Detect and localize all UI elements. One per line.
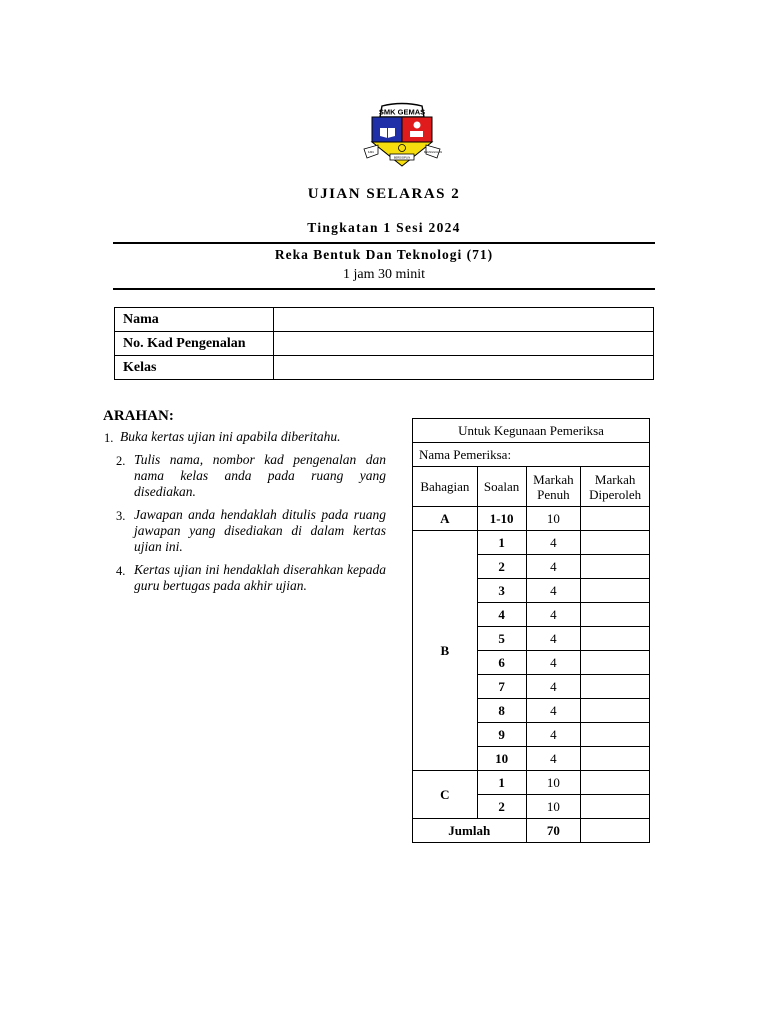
obtained-marks-field[interactable] bbox=[581, 531, 650, 555]
candidate-name-field[interactable] bbox=[274, 308, 654, 332]
full-marks: 10 bbox=[526, 795, 581, 819]
instructions-list-1 bbox=[104, 429, 394, 445]
obtained-marks-field[interactable] bbox=[581, 723, 650, 747]
section-label: A bbox=[413, 507, 478, 531]
obtained-marks-field[interactable] bbox=[581, 795, 650, 819]
question-number: 5 bbox=[477, 627, 526, 651]
header-question: Soalan bbox=[477, 467, 526, 507]
instruction-number: 4. bbox=[116, 564, 126, 578]
instruction-text: Buka kertas ujian ini apabila diberitahu. bbox=[120, 429, 341, 444]
obtained-marks-field[interactable] bbox=[581, 651, 650, 675]
total-label: Jumlah bbox=[413, 819, 527, 843]
obtained-marks-field[interactable] bbox=[581, 555, 650, 579]
obtained-marks-field[interactable] bbox=[581, 747, 650, 771]
candidate-label-ic: No. Kad Pengenalan bbox=[115, 332, 274, 356]
instruction-number: 3. bbox=[116, 509, 126, 523]
obtained-marks-field[interactable] bbox=[581, 579, 650, 603]
total-obtained-field[interactable] bbox=[581, 819, 650, 843]
question-number: 10 bbox=[477, 747, 526, 771]
obtained-marks-field[interactable] bbox=[581, 507, 650, 531]
instructions-heading: ARAHAN: bbox=[103, 408, 174, 424]
section-label: C bbox=[413, 771, 478, 819]
question-number: 2 bbox=[477, 555, 526, 579]
question-number: 4 bbox=[477, 603, 526, 627]
school-crest-logo bbox=[362, 100, 442, 178]
full-marks: 4 bbox=[526, 699, 581, 723]
question-number: 1-10 bbox=[477, 507, 526, 531]
exam-title: UJIAN SELARAS 2 bbox=[307, 186, 461, 202]
instruction-item bbox=[104, 429, 394, 445]
instruction-number: 1. bbox=[104, 431, 114, 445]
question-number: 1 bbox=[477, 531, 526, 555]
crest-motto-center: BERDISIPLIN bbox=[393, 156, 411, 160]
instruction-item bbox=[116, 452, 386, 500]
subject-title: Reka Bentuk Dan Teknologi (71) bbox=[274, 247, 494, 262]
header-section: Bahagian bbox=[413, 467, 478, 507]
obtained-marks-field[interactable] bbox=[581, 771, 650, 795]
question-number: 3 bbox=[477, 579, 526, 603]
candidate-info-table bbox=[114, 307, 654, 380]
exam-duration: 1 jam 30 minit bbox=[342, 267, 426, 282]
question-number: 8 bbox=[477, 699, 526, 723]
candidate-ic-field[interactable] bbox=[274, 332, 654, 356]
total-marks: 70 bbox=[526, 819, 581, 843]
crest-motto-right: KEUNGGULAN bbox=[423, 151, 442, 154]
candidate-class-field[interactable] bbox=[274, 356, 654, 380]
table-row bbox=[413, 507, 650, 531]
full-marks: 4 bbox=[526, 747, 581, 771]
instruction-text: Jawapan anda hendaklah ditulis pada ruang jawapan yang disediakan di dalam kertas ujian ini. bbox=[134, 507, 386, 554]
header-obtained: Markah Diperoleh bbox=[581, 467, 650, 507]
examiner-name-row bbox=[413, 443, 650, 467]
question-number: 6 bbox=[477, 651, 526, 675]
candidate-label-name: Nama bbox=[115, 308, 274, 332]
examiner-title: Untuk Kegunaan Pemeriksa bbox=[413, 419, 650, 443]
instruction-number: 2. bbox=[116, 454, 126, 468]
question-number: 7 bbox=[477, 675, 526, 699]
examiner-marks-table bbox=[412, 418, 650, 843]
candidate-row-ic bbox=[115, 332, 654, 356]
full-marks: 4 bbox=[526, 531, 581, 555]
instructions-list-2 bbox=[116, 452, 386, 594]
obtained-marks-field[interactable] bbox=[581, 699, 650, 723]
full-marks: 4 bbox=[526, 579, 581, 603]
obtained-marks-field[interactable] bbox=[581, 603, 650, 627]
total-row bbox=[413, 819, 650, 843]
full-marks: 4 bbox=[526, 651, 581, 675]
form-session: Tingkatan 1 Sesi 2024 bbox=[307, 220, 461, 235]
instruction-item bbox=[116, 562, 386, 594]
table-row bbox=[413, 771, 650, 795]
question-number: 2 bbox=[477, 795, 526, 819]
examiner-header-row bbox=[413, 467, 650, 507]
crest-title: SMK GEMAS bbox=[378, 107, 426, 117]
table-row bbox=[413, 531, 650, 555]
obtained-marks-field[interactable] bbox=[581, 627, 650, 651]
full-marks: 4 bbox=[526, 723, 581, 747]
divider-bottom bbox=[113, 288, 655, 290]
full-marks: 4 bbox=[526, 627, 581, 651]
candidate-label-class: Kelas bbox=[115, 356, 274, 380]
full-marks: 4 bbox=[526, 603, 581, 627]
header-full-marks: Markah Penuh bbox=[526, 467, 581, 507]
full-marks: 4 bbox=[526, 555, 581, 579]
candidate-row-name bbox=[115, 308, 654, 332]
examiner-title-row bbox=[413, 419, 650, 443]
crest-motto-left: ILMU bbox=[367, 151, 375, 154]
divider-top bbox=[113, 242, 655, 244]
section-label: B bbox=[413, 531, 478, 771]
examiner-name-field[interactable]: Nama Pemeriksa: bbox=[413, 443, 650, 467]
question-number: 1 bbox=[477, 771, 526, 795]
candidate-row-class bbox=[115, 356, 654, 380]
full-marks: 4 bbox=[526, 675, 581, 699]
instruction-text: Kertas ujian ini hendaklah diserahkan kepada guru bertugas pada akhir ujian. bbox=[134, 562, 386, 593]
instruction-text: Tulis nama, nombor kad pengenalan dan nama kelas anda pada ruang yang disediakan. bbox=[134, 452, 386, 499]
obtained-marks-field[interactable] bbox=[581, 675, 650, 699]
full-marks: 10 bbox=[526, 771, 581, 795]
full-marks: 10 bbox=[526, 507, 581, 531]
instruction-item bbox=[116, 507, 386, 555]
question-number: 9 bbox=[477, 723, 526, 747]
